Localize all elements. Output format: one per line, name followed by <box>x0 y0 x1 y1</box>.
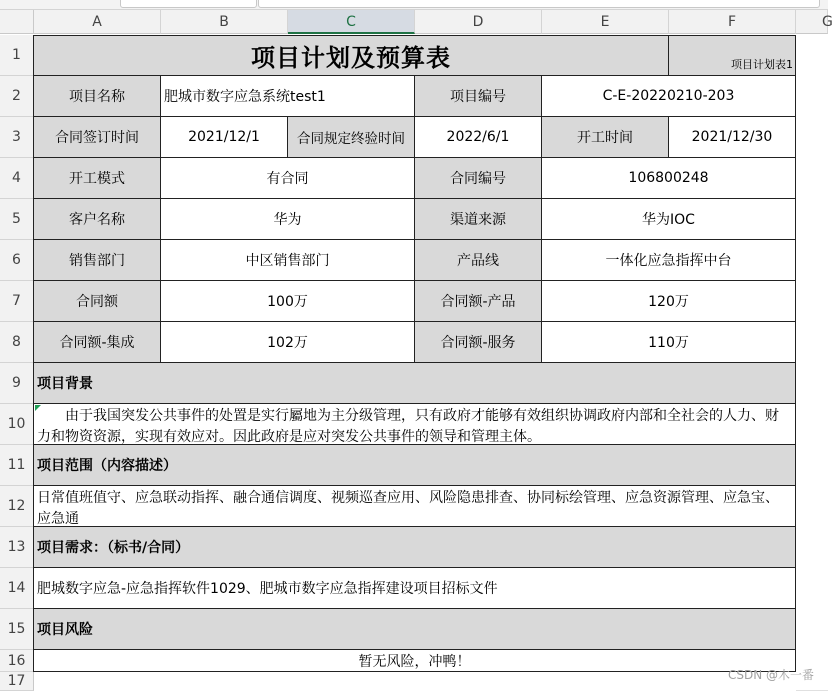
sign-time-label[interactable]: 合同签订时间 <box>34 117 161 158</box>
name-box[interactable] <box>120 0 257 8</box>
column-header-f[interactable]: F <box>669 10 796 34</box>
sales-dept-value[interactable]: 中区销售部门 <box>161 240 415 281</box>
project-code-value[interactable]: C-E-20220210-203 <box>542 76 796 117</box>
row-header-17[interactable]: 17 <box>0 672 34 691</box>
row-header-15[interactable]: 15 <box>0 609 34 650</box>
start-time-label[interactable]: 开工时间 <box>542 117 669 158</box>
row-header-9[interactable]: 9 <box>0 363 34 404</box>
contract-no-value[interactable]: 106800248 <box>542 158 796 199</box>
project-code-label[interactable]: 项目编号 <box>415 76 542 117</box>
channel-label[interactable]: 渠道来源 <box>415 199 542 240</box>
background-heading[interactable]: 项目背景 <box>34 363 796 404</box>
row-header-4[interactable]: 4 <box>0 158 34 199</box>
watermark-text: CSDN @木一番 <box>727 668 814 682</box>
channel-value[interactable]: 华为IOC <box>542 199 796 240</box>
column-header-b[interactable]: B <box>161 10 288 34</box>
requirements-text[interactable]: 肥城数字应急-应急指挥软件1029、肥城市数字应急指挥建设项目招标文件 <box>34 568 796 609</box>
sheet-title[interactable]: 项目计划及预算表 <box>34 36 669 76</box>
sign-time-value[interactable]: 2021/12/1 <box>161 117 288 158</box>
row-header-1[interactable]: 1 <box>0 35 34 76</box>
contract-product-value[interactable]: 120万 <box>542 281 796 322</box>
product-line-label[interactable]: 产品线 <box>415 240 542 281</box>
sales-dept-label[interactable]: 销售部门 <box>34 240 161 281</box>
product-line-value[interactable]: 一体化应急指挥中台 <box>542 240 796 281</box>
row-header-3[interactable]: 3 <box>0 117 34 158</box>
row-header-7[interactable]: 7 <box>0 281 34 322</box>
row-header-13[interactable]: 13 <box>0 527 34 568</box>
row-header-10[interactable]: 10 <box>0 404 34 445</box>
project-name-value[interactable]: 肥城市数字应急系统test1 <box>161 76 415 117</box>
customer-value[interactable]: 华为 <box>161 199 415 240</box>
column-header-c[interactable]: C <box>288 10 415 34</box>
row-header-16[interactable]: 16 <box>0 650 34 672</box>
row-header-8[interactable]: 8 <box>0 322 34 363</box>
row-header-14[interactable]: 14 <box>0 568 34 609</box>
risk-text[interactable]: 暂无风险，冲鸭！ <box>34 650 796 672</box>
column-g-area[interactable] <box>796 35 828 691</box>
select-all-corner[interactable] <box>0 10 34 34</box>
start-mode-value[interactable]: 有合同 <box>161 158 415 199</box>
contract-no-label[interactable]: 合同编号 <box>415 158 542 199</box>
scope-text[interactable]: 日常值班值守、应急联动指挥、融合通信调度、视频巡查应用、风险隐患排查、协同标绘管理、应急资源管理、应急宝、应急通 <box>34 486 796 527</box>
contract-amount-label[interactable]: 合同额 <box>34 281 161 322</box>
contract-service-value[interactable]: 110万 <box>542 322 796 363</box>
column-header-e[interactable]: E <box>542 10 669 34</box>
scope-heading[interactable]: 项目范围（内容描述） <box>34 445 796 486</box>
comment-indicator-icon <box>35 405 41 411</box>
row-header-5[interactable]: 5 <box>0 199 34 240</box>
requirements-heading[interactable]: 项目需求：（标书/合同） <box>34 527 796 568</box>
column-header-g[interactable]: G <box>796 10 828 34</box>
accept-time-value[interactable]: 2022/6/1 <box>415 117 542 158</box>
column-header-d[interactable]: D <box>415 10 542 34</box>
contract-amount-value[interactable]: 100万 <box>161 281 415 322</box>
background-text[interactable]: 由于我国突发公共事件的处置是实行屬地为主分级管理，只有政府才能够有效组织协调政府内部和全社会的人力、财力和物资资源，实现有效应对。因此政府是应对突发公共事件的领导和管理主体。 <box>34 404 796 445</box>
risk-heading[interactable]: 项目风险 <box>34 609 796 650</box>
sheet-tag[interactable]: 项目计划表1 <box>669 36 796 76</box>
contract-integration-label[interactable]: 合同额-集成 <box>34 322 161 363</box>
row-header-2[interactable]: 2 <box>0 76 34 117</box>
project-name-label[interactable]: 项目名称 <box>34 76 161 117</box>
column-header-a[interactable]: A <box>34 10 161 34</box>
row-header-11[interactable]: 11 <box>0 445 34 486</box>
top-toolbar-strip <box>0 0 828 10</box>
formula-bar[interactable] <box>258 0 820 8</box>
row-header-6[interactable]: 6 <box>0 240 34 281</box>
contract-product-label[interactable]: 合同额-产品 <box>415 281 542 322</box>
row-header-12[interactable]: 12 <box>0 486 34 527</box>
customer-label[interactable]: 客户名称 <box>34 199 161 240</box>
accept-time-label[interactable]: 合同规定终验时间 <box>288 117 415 158</box>
contract-service-label[interactable]: 合同额-服务 <box>415 322 542 363</box>
start-time-value[interactable]: 2021/12/30 <box>669 117 796 158</box>
start-mode-label[interactable]: 开工模式 <box>34 158 161 199</box>
contract-integration-value[interactable]: 102万 <box>161 322 415 363</box>
